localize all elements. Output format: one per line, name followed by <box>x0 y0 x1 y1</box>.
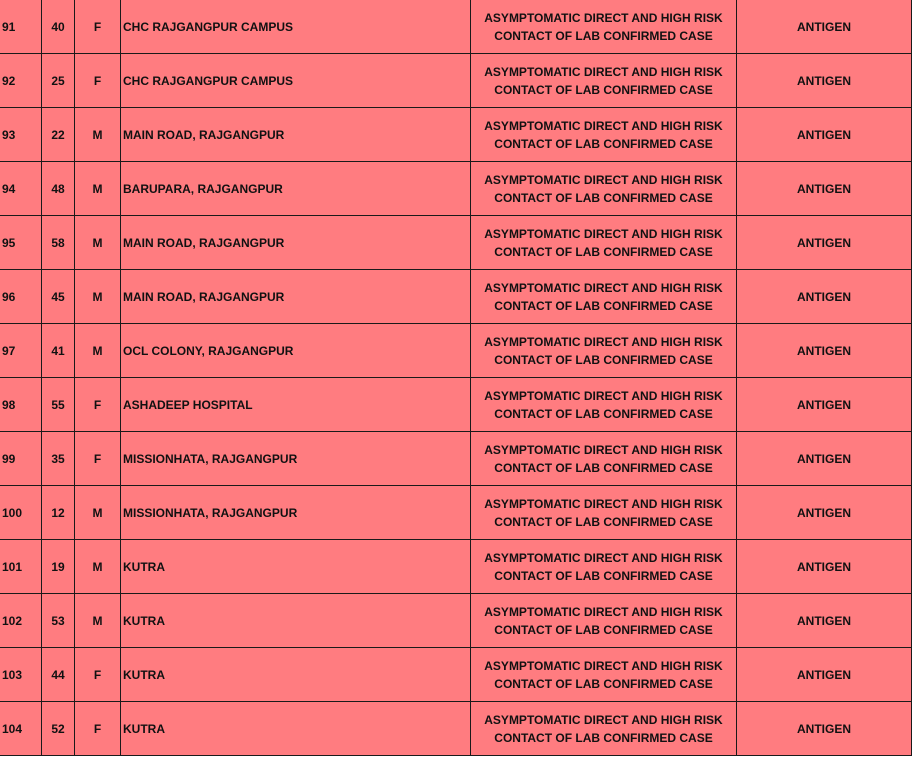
age-cell: 55 <box>42 378 75 432</box>
address-cell: MAIN ROAD, RAJGANGPUR <box>121 270 471 324</box>
table-row[interactable] <box>0 378 912 432</box>
test-type-cell: ANTIGEN <box>737 486 912 540</box>
table-row[interactable] <box>0 702 912 756</box>
serial-number-cell: 103 <box>0 648 42 702</box>
serial-number-cell: 93 <box>0 108 42 162</box>
category-cell <box>471 108 737 162</box>
address-cell: MAIN ROAD, RAJGANGPUR <box>121 216 471 270</box>
sex-cell: M <box>75 162 121 216</box>
category-line-1: ASYMPTOMATIC DIRECT AND HIGH RISK <box>484 280 723 295</box>
category-line-2: CONTACT OF LAB CONFIRMED CASE <box>494 460 713 475</box>
age-cell: 44 <box>42 648 75 702</box>
age-cell: 35 <box>42 432 75 486</box>
address-cell: KUTRA <box>121 702 471 756</box>
serial-number-cell: 91 <box>0 0 42 54</box>
address-cell: BARUPARA, RAJGANGPUR <box>121 162 471 216</box>
test-type-cell: ANTIGEN <box>737 378 912 432</box>
category-line-1: ASYMPTOMATIC DIRECT AND HIGH RISK <box>484 658 723 673</box>
address-cell: CHC RAJGANGPUR CAMPUS <box>121 0 471 54</box>
serial-number-cell: 92 <box>0 54 42 108</box>
serial-number-cell: 104 <box>0 702 42 756</box>
address-cell: MAIN ROAD, RAJGANGPUR <box>121 108 471 162</box>
category-line-2: CONTACT OF LAB CONFIRMED CASE <box>494 676 713 691</box>
serial-number-cell: 96 <box>0 270 42 324</box>
category-cell <box>471 324 737 378</box>
test-type-cell: ANTIGEN <box>737 0 912 54</box>
category-line-1: ASYMPTOMATIC DIRECT AND HIGH RISK <box>484 712 723 727</box>
serial-number-cell: 101 <box>0 540 42 594</box>
address-cell: KUTRA <box>121 540 471 594</box>
category-line-1: ASYMPTOMATIC DIRECT AND HIGH RISK <box>484 226 723 241</box>
serial-number-cell: 94 <box>0 162 42 216</box>
sex-cell: M <box>75 108 121 162</box>
category-cell <box>471 270 737 324</box>
test-type-cell: ANTIGEN <box>737 162 912 216</box>
age-cell: 58 <box>42 216 75 270</box>
sex-cell: F <box>75 648 121 702</box>
category-cell <box>471 0 737 54</box>
category-line-2: CONTACT OF LAB CONFIRMED CASE <box>494 136 713 151</box>
category-line-1: ASYMPTOMATIC DIRECT AND HIGH RISK <box>484 172 723 187</box>
age-cell: 52 <box>42 702 75 756</box>
category-line-1: ASYMPTOMATIC DIRECT AND HIGH RISK <box>484 334 723 349</box>
category-line-2: CONTACT OF LAB CONFIRMED CASE <box>494 82 713 97</box>
test-type-cell: ANTIGEN <box>737 54 912 108</box>
test-type-cell: ANTIGEN <box>737 216 912 270</box>
category-line-1: ASYMPTOMATIC DIRECT AND HIGH RISK <box>484 496 723 511</box>
category-cell <box>471 162 737 216</box>
table-row[interactable] <box>0 54 912 108</box>
sex-cell: F <box>75 378 121 432</box>
table-row[interactable] <box>0 540 912 594</box>
category-cell <box>471 54 737 108</box>
category-line-1: ASYMPTOMATIC DIRECT AND HIGH RISK <box>484 64 723 79</box>
category-line-2: CONTACT OF LAB CONFIRMED CASE <box>494 190 713 205</box>
serial-number-cell: 98 <box>0 378 42 432</box>
test-type-cell: ANTIGEN <box>737 270 912 324</box>
category-line-1: ASYMPTOMATIC DIRECT AND HIGH RISK <box>484 604 723 619</box>
sex-cell: M <box>75 486 121 540</box>
table-row[interactable] <box>0 648 912 702</box>
test-type-cell: ANTIGEN <box>737 702 912 756</box>
table-row[interactable] <box>0 594 912 648</box>
age-cell: 45 <box>42 270 75 324</box>
category-line-2: CONTACT OF LAB CONFIRMED CASE <box>494 406 713 421</box>
category-cell <box>471 486 737 540</box>
sex-cell: M <box>75 324 121 378</box>
age-cell: 41 <box>42 324 75 378</box>
serial-number-cell: 100 <box>0 486 42 540</box>
table-row[interactable] <box>0 270 912 324</box>
category-cell <box>471 216 737 270</box>
age-cell: 12 <box>42 486 75 540</box>
address-cell: ASHADEEP HOSPITAL <box>121 378 471 432</box>
category-line-1: ASYMPTOMATIC DIRECT AND HIGH RISK <box>484 388 723 403</box>
category-line-2: CONTACT OF LAB CONFIRMED CASE <box>494 568 713 583</box>
address-cell: KUTRA <box>121 594 471 648</box>
category-line-2: CONTACT OF LAB CONFIRMED CASE <box>494 352 713 367</box>
address-cell: KUTRA <box>121 648 471 702</box>
age-cell: 25 <box>42 54 75 108</box>
category-line-2: CONTACT OF LAB CONFIRMED CASE <box>494 622 713 637</box>
sex-cell: F <box>75 702 121 756</box>
sex-cell: M <box>75 540 121 594</box>
sex-cell: M <box>75 216 121 270</box>
test-type-cell: ANTIGEN <box>737 648 912 702</box>
category-line-2: CONTACT OF LAB CONFIRMED CASE <box>494 244 713 259</box>
table-row[interactable] <box>0 216 912 270</box>
category-line-2: CONTACT OF LAB CONFIRMED CASE <box>494 730 713 745</box>
table-row[interactable] <box>0 432 912 486</box>
serial-number-cell: 102 <box>0 594 42 648</box>
table-row[interactable] <box>0 162 912 216</box>
age-cell: 22 <box>42 108 75 162</box>
test-type-cell: ANTIGEN <box>737 540 912 594</box>
category-line-2: CONTACT OF LAB CONFIRMED CASE <box>494 298 713 313</box>
test-type-cell: ANTIGEN <box>737 594 912 648</box>
category-line-2: CONTACT OF LAB CONFIRMED CASE <box>494 28 713 43</box>
age-cell: 40 <box>42 0 75 54</box>
address-cell: OCL COLONY, RAJGANGPUR <box>121 324 471 378</box>
sex-cell: M <box>75 594 121 648</box>
category-line-1: ASYMPTOMATIC DIRECT AND HIGH RISK <box>484 442 723 457</box>
serial-number-cell: 99 <box>0 432 42 486</box>
table-row[interactable] <box>0 324 912 378</box>
category-cell <box>471 648 737 702</box>
serial-number-cell: 97 <box>0 324 42 378</box>
sex-cell: M <box>75 270 121 324</box>
sex-cell: F <box>75 0 121 54</box>
age-cell: 19 <box>42 540 75 594</box>
test-type-cell: ANTIGEN <box>737 432 912 486</box>
test-type-cell: ANTIGEN <box>737 108 912 162</box>
table-row[interactable] <box>0 486 912 540</box>
table-row[interactable] <box>0 108 912 162</box>
test-type-cell: ANTIGEN <box>737 324 912 378</box>
age-cell: 48 <box>42 162 75 216</box>
table-row[interactable] <box>0 0 912 54</box>
category-cell <box>471 540 737 594</box>
address-cell: MISSIONHATA, RAJGANGPUR <box>121 432 471 486</box>
category-cell <box>471 432 737 486</box>
category-cell <box>471 378 737 432</box>
category-cell <box>471 702 737 756</box>
sex-cell: F <box>75 54 121 108</box>
category-line-1: ASYMPTOMATIC DIRECT AND HIGH RISK <box>484 550 723 565</box>
sex-cell: F <box>75 432 121 486</box>
age-cell: 53 <box>42 594 75 648</box>
category-cell <box>471 594 737 648</box>
serial-number-cell: 95 <box>0 216 42 270</box>
address-cell: CHC RAJGANGPUR CAMPUS <box>121 54 471 108</box>
address-cell: MISSIONHATA, RAJGANGPUR <box>121 486 471 540</box>
category-line-1: ASYMPTOMATIC DIRECT AND HIGH RISK <box>484 118 723 133</box>
category-line-1: ASYMPTOMATIC DIRECT AND HIGH RISK <box>484 10 723 25</box>
category-line-2: CONTACT OF LAB CONFIRMED CASE <box>494 514 713 529</box>
